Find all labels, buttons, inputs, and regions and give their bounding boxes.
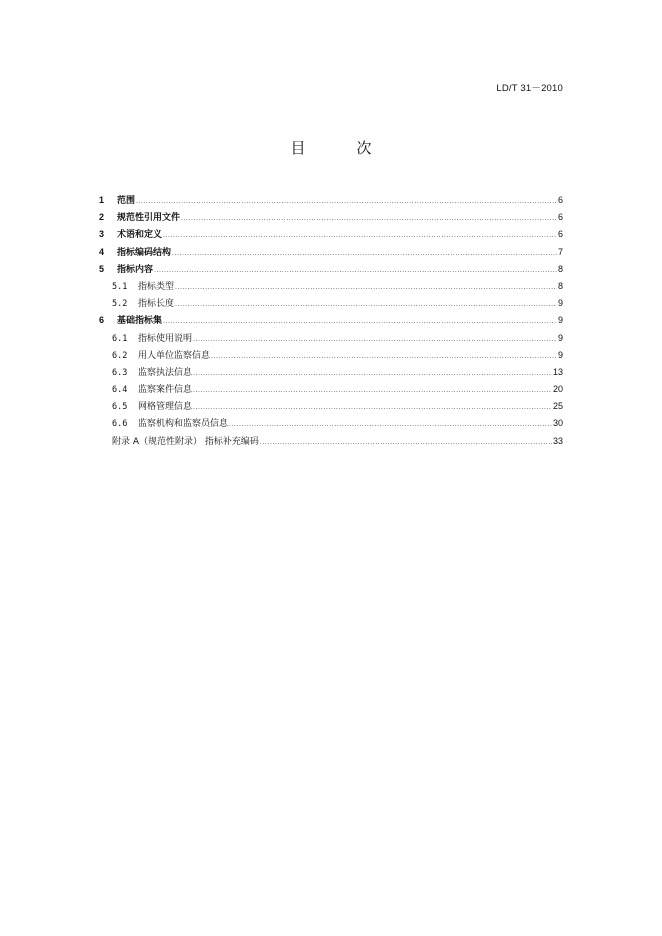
- toc-entry-page: 9: [557, 332, 563, 343]
- dot-leader: [193, 365, 552, 382]
- toc-entry-label: 指标使用说明: [138, 333, 193, 344]
- dot-leader: [163, 227, 557, 244]
- toc-entry-label: 术语和定义: [117, 230, 163, 241]
- toc-entry-number: 4: [99, 246, 105, 257]
- dot-leader: [193, 331, 557, 348]
- toc-entry-page: 9: [557, 349, 563, 360]
- dot-leader: [193, 382, 552, 399]
- toc-entry-label: 附录 A（规范性附录） 指标补充编码: [112, 436, 259, 447]
- toc-entry-label: 指标编码结构: [117, 247, 172, 258]
- dot-leader: [154, 262, 557, 279]
- toc-entry-page: 9: [557, 298, 563, 309]
- dot-leader: [163, 313, 557, 330]
- toc-entry-page: 30: [552, 418, 563, 429]
- toc-entry-number: 3: [99, 229, 105, 240]
- toc-entry-2[interactable]: [99, 209, 563, 226]
- toc-entry-label: 指标长度: [138, 299, 175, 310]
- toc-entry-4[interactable]: [99, 244, 563, 261]
- dot-leader: [193, 399, 552, 416]
- toc-entry-label: 指标类型: [138, 281, 175, 292]
- toc-entry-page: 25: [552, 401, 563, 412]
- toc-title: 目 次: [290, 139, 390, 157]
- toc-entry-number: 6.2: [112, 350, 128, 361]
- toc-entry-number: 1: [99, 195, 105, 205]
- toc-entry-page: 6: [557, 212, 563, 223]
- toc-entry-label: 用人单位监察信息: [138, 350, 211, 361]
- toc-entry-6-3[interactable]: [99, 364, 563, 381]
- dot-leader: [181, 210, 557, 227]
- toc-entry-number: 6.5: [112, 402, 128, 413]
- dot-leader: [175, 296, 557, 313]
- toc-entry-6-4[interactable]: [99, 381, 563, 398]
- toc-entry-page: 9: [557, 315, 563, 326]
- toc-entry-label: 监察案件信息: [138, 385, 193, 396]
- toc-entry-page: 7: [557, 246, 563, 257]
- toc-entry-page: 33: [552, 435, 563, 446]
- toc-entry-label: 网格管理信息: [138, 402, 193, 413]
- toc-entry-number: 5.1: [112, 281, 128, 292]
- document-code: LD/T 31－2010: [496, 83, 563, 94]
- toc-entry-number: 6.3: [112, 367, 128, 378]
- table-of-contents: [99, 192, 563, 450]
- toc-entry-appendix-a[interactable]: [99, 433, 563, 450]
- toc-entry-3[interactable]: [99, 226, 563, 243]
- toc-entry-number: 5.2: [112, 299, 128, 310]
- toc-entry-number: 6: [99, 315, 105, 326]
- toc-entry-1[interactable]: [99, 192, 563, 209]
- toc-entry-5-2[interactable]: [99, 295, 563, 312]
- toc-entry-page: 6: [557, 195, 563, 205]
- dot-leader: [175, 279, 557, 296]
- toc-entry-6-2[interactable]: [99, 347, 563, 364]
- toc-entry-label: 规范性引用文件: [117, 213, 181, 224]
- dot-leader: [211, 348, 557, 365]
- toc-entry-page: 8: [557, 280, 563, 291]
- toc-entry-label: 监察执法信息: [138, 367, 193, 378]
- dot-leader: [229, 416, 552, 433]
- toc-entry-6[interactable]: [99, 312, 563, 329]
- dot-leader: [172, 245, 557, 262]
- toc-entry-5[interactable]: [99, 261, 563, 278]
- toc-entry-number: 2: [99, 212, 105, 223]
- toc-entry-number: 6.6: [112, 419, 128, 430]
- toc-entry-6-5[interactable]: [99, 398, 563, 415]
- dot-leader: [136, 193, 557, 210]
- toc-entry-page: 20: [552, 384, 563, 395]
- toc-entry-label: 监察机构和监察员信息: [138, 419, 229, 430]
- toc-entry-6-1[interactable]: [99, 330, 563, 347]
- toc-entry-5-1[interactable]: [99, 278, 563, 295]
- toc-entry-page: 13: [552, 366, 563, 377]
- toc-entry-number: 5: [99, 263, 105, 274]
- toc-entry-number: 6.1: [112, 333, 128, 344]
- toc-entry-page: 8: [557, 263, 563, 274]
- toc-entry-label: 指标内容: [117, 264, 154, 275]
- dot-leader: [260, 434, 552, 451]
- toc-entry-label: 范围: [117, 196, 136, 206]
- toc-entry-6-6[interactable]: [99, 415, 563, 432]
- toc-entry-number: 6.4: [112, 385, 128, 396]
- toc-entry-label: 基础指标集: [117, 316, 163, 327]
- toc-entry-page: 6: [557, 229, 563, 240]
